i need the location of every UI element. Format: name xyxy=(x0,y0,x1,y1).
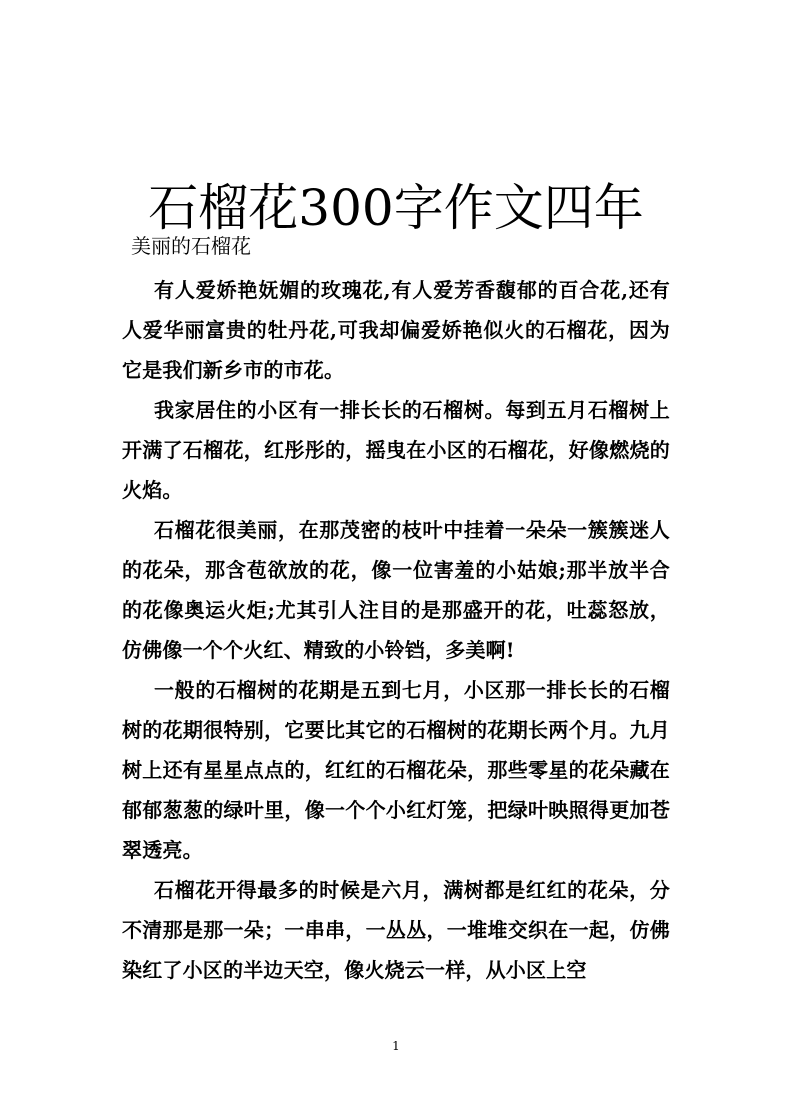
subtitle: 美丽的石榴花 xyxy=(131,234,251,258)
body-text xyxy=(122,270,670,990)
paragraph: 有人爱娇艳妩媚的玫瑰花,有人爱芳香馥郁的百合花,还有人爱华丽富贵的牡丹花,可我却偏爱娇艳似火的石榴花，因为它是我们新乡市的市花。 xyxy=(122,278,670,382)
paragraph: 一般的石榴树的花期是五到七月，小区那一排长长的石榴树的花期很特别，它要比其它的石榴树的花期长两个月。九月树上还有星星点点的，红红的石榴花朵，那些零星的花朵藏在郁郁葱葱的绿叶里，像一个个小红灯笼，把绿叶映照得更加苍翠透亮。 xyxy=(122,678,670,862)
page-number: 1 xyxy=(392,1039,400,1053)
paragraph: 石榴花开得最多的时候是六月，满树都是红红的花朵，分不清那是那一朵；一串串，一丛丛，一堆堆交织在一起，仿佛染红了小区的半边天空，像火烧云一样，从小区上空 xyxy=(122,878,670,982)
page-title: 石榴花300字作文四年 xyxy=(148,178,644,237)
paragraph: 石榴花很美丽，在那茂密的枝叶中挂着一朵朵一簇簇迷人的花朵，那含苞欲放的花，像一位害羞的小姑娘;那半放半合的花像奥运火炬;尤其引人注目的是那盛开的花，吐蕊怒放，仿佛像一个个火红、精致的小铃铛，多美啊! xyxy=(122,518,670,662)
paragraph: 我家居住的小区有一排长长的石榴树。每到五月石榴树上开满了石榴花，红彤彤的，摇曳在小区的石榴花，好像燃烧的火焰。 xyxy=(122,398,670,502)
